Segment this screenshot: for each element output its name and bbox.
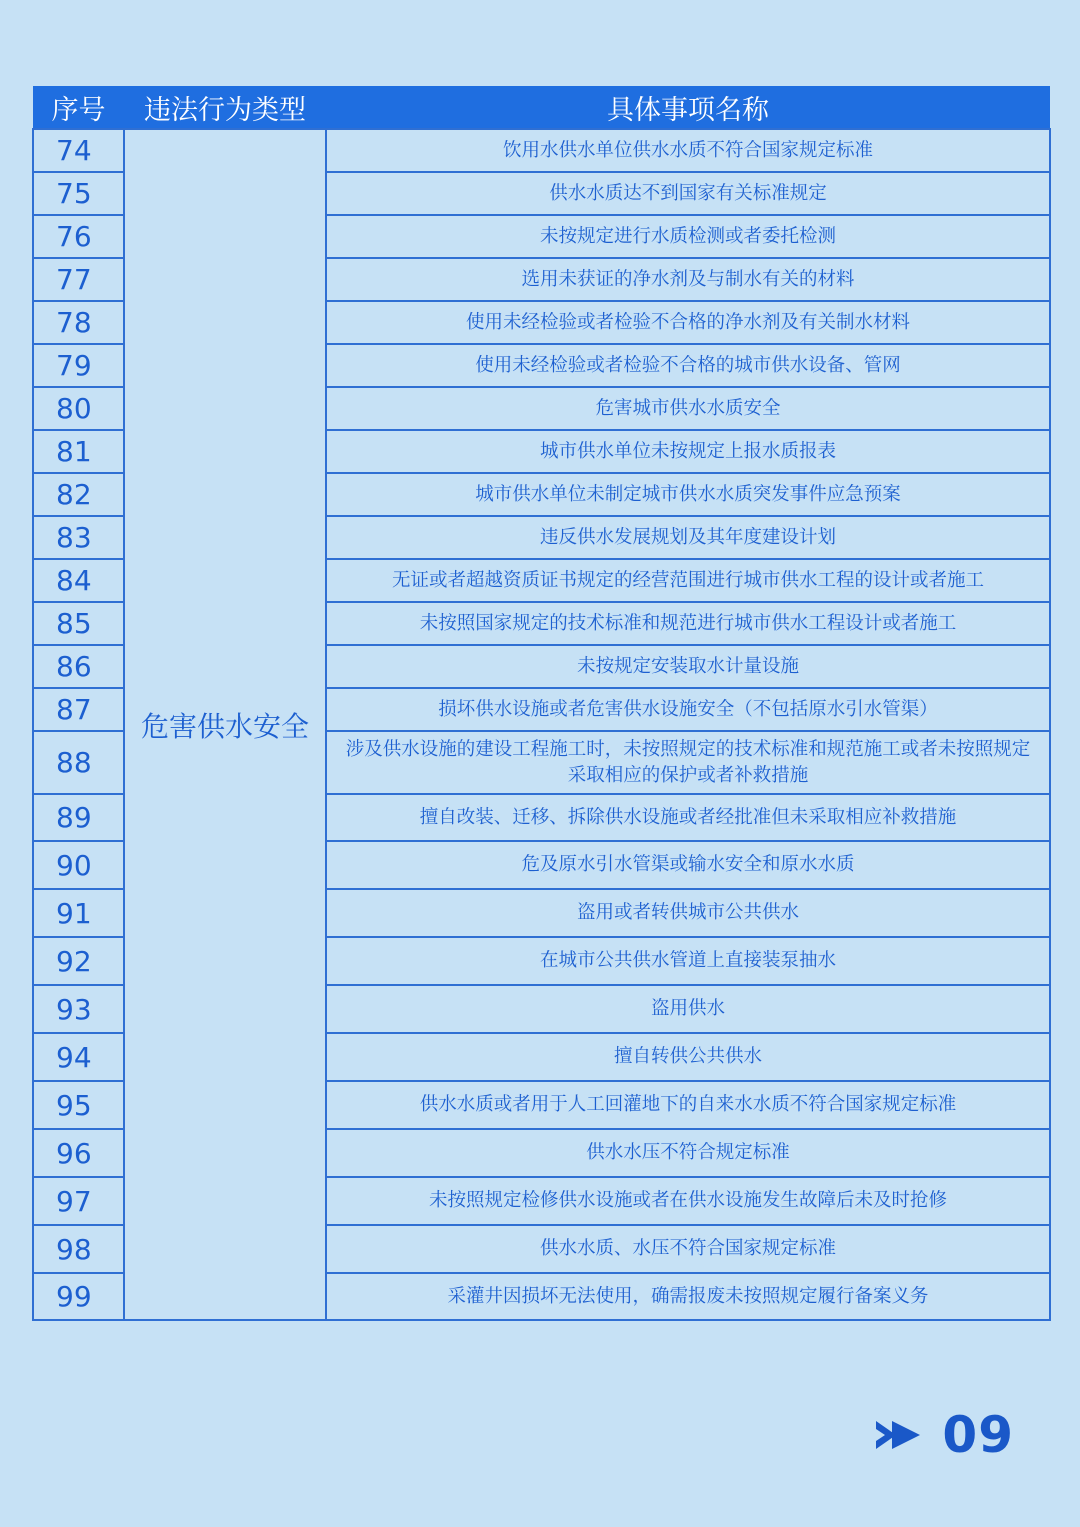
item-name-cell: 危害城市供水水质安全: [326, 387, 1050, 430]
serial-number-cell: 97: [33, 1177, 124, 1225]
item-name-cell: 选用未获证的净水剂及与制水有关的材料: [326, 258, 1050, 301]
table-row: [33, 129, 1050, 172]
item-name-cell: 城市供水单位未按规定上报水质报表: [326, 430, 1050, 473]
header-violation-type: 违法行为类型: [124, 86, 326, 129]
header-item-name: 具体事项名称: [326, 86, 1050, 129]
serial-number-cell: 86: [33, 645, 124, 688]
serial-number-cell: 75: [33, 172, 124, 215]
serial-number-cell: 98: [33, 1225, 124, 1273]
item-name-cell: 盗用供水: [326, 985, 1050, 1033]
item-name-cell: 盗用或者转供城市公共供水: [326, 889, 1050, 937]
serial-number-cell: 79: [33, 344, 124, 387]
violation-type-cell: 危害供水安全: [124, 129, 326, 1320]
serial-number-cell: 91: [33, 889, 124, 937]
item-name-cell: 涉及供水设施的建设工程施工时，未按照规定的技术标准和规范施工或者未按照规定采取相应的保护或者补救措施: [326, 731, 1050, 794]
serial-number-cell: 85: [33, 602, 124, 645]
serial-number-cell: 74: [33, 129, 124, 172]
item-name-cell: 损坏供水设施或者危害供水设施安全（不包括原水引水管渠）: [326, 688, 1050, 731]
item-name-cell: 擅自改装、迁移、拆除供水设施或者经批准但未采取相应补救措施: [326, 794, 1050, 841]
item-name-cell: 供水水质或者用于人工回灌地下的自来水水质不符合国家规定标准: [326, 1081, 1050, 1129]
item-name-cell: 供水水质达不到国家有关标准规定: [326, 172, 1050, 215]
item-name-cell: 在城市公共供水管道上直接装泵抽水: [326, 937, 1050, 985]
serial-number-cell: 76: [33, 215, 124, 258]
item-name-cell: 未按照国家规定的技术标准和规范进行城市供水工程设计或者施工: [326, 602, 1050, 645]
serial-number-cell: 81: [33, 430, 124, 473]
page-footer: [876, 1406, 1014, 1464]
item-name-cell: 危及原水引水管渠或输水安全和原水水质: [326, 841, 1050, 889]
item-name-cell: 违反供水发展规划及其年度建设计划: [326, 516, 1050, 559]
double-chevron-right-icon: [876, 1419, 922, 1451]
item-name-cell: 供水水质、水压不符合国家规定标准: [326, 1225, 1050, 1273]
serial-number-cell: 92: [33, 937, 124, 985]
serial-number-cell: 93: [33, 985, 124, 1033]
header-serial-number: 序号: [33, 86, 124, 129]
item-name-cell: 采灌井因损坏无法使用，确需报废未按照规定履行备案义务: [326, 1273, 1050, 1320]
serial-number-cell: 77: [33, 258, 124, 301]
violations-table: [32, 86, 1051, 1321]
item-name-cell: 饮用水供水单位供水水质不符合国家规定标准: [326, 129, 1050, 172]
item-name-cell: 未按规定进行水质检测或者委托检测: [326, 215, 1050, 258]
serial-number-cell: 87: [33, 688, 124, 731]
serial-number-cell: 94: [33, 1033, 124, 1081]
serial-number-cell: 78: [33, 301, 124, 344]
item-name-cell: 使用未经检验或者检验不合格的城市供水设备、管网: [326, 344, 1050, 387]
item-name-cell: 未按照规定检修供水设施或者在供水设施发生故障后未及时抢修: [326, 1177, 1050, 1225]
serial-number-cell: 96: [33, 1129, 124, 1177]
item-name-cell: 城市供水单位未制定城市供水水质突发事件应急预案: [326, 473, 1050, 516]
item-name-cell: 使用未经检验或者检验不合格的净水剂及有关制水材料: [326, 301, 1050, 344]
serial-number-cell: 80: [33, 387, 124, 430]
item-name-cell: 擅自转供公共供水: [326, 1033, 1050, 1081]
serial-number-cell: 90: [33, 841, 124, 889]
serial-number-cell: 95: [33, 1081, 124, 1129]
serial-number-cell: 88: [33, 731, 124, 794]
page-number: 09: [942, 1406, 1014, 1464]
serial-number-cell: 83: [33, 516, 124, 559]
item-name-cell: 未按规定安装取水计量设施: [326, 645, 1050, 688]
table-body: [33, 129, 1050, 1320]
table-header: [33, 86, 1050, 129]
item-name-cell: 供水水压不符合规定标准: [326, 1129, 1050, 1177]
item-name-cell: 无证或者超越资质证书规定的经营范围进行城市供水工程的设计或者施工: [326, 559, 1050, 602]
serial-number-cell: 84: [33, 559, 124, 602]
serial-number-cell: 99: [33, 1273, 124, 1320]
serial-number-cell: 89: [33, 794, 124, 841]
serial-number-cell: 82: [33, 473, 124, 516]
